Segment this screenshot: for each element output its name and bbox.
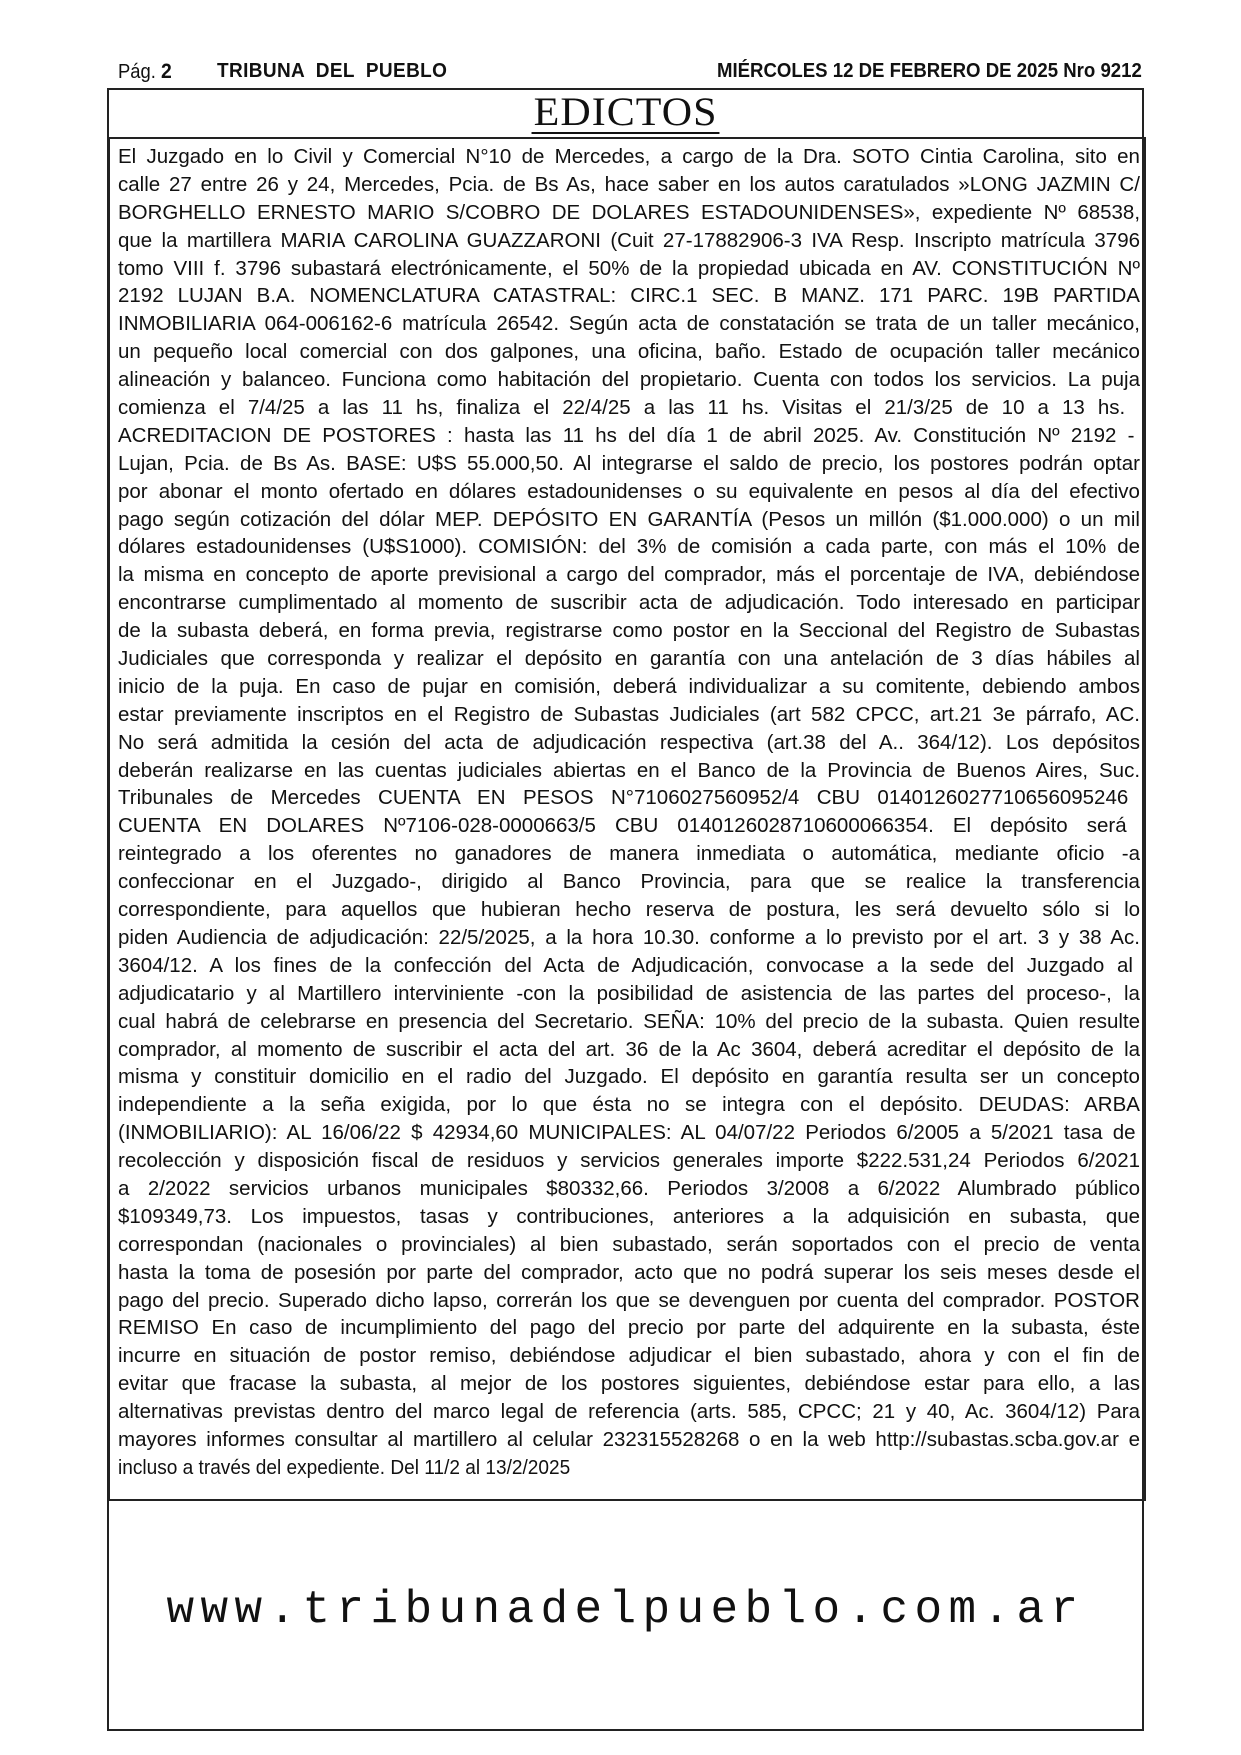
- website-url: www.tribunadelpueblo.com.ar: [166, 1584, 1085, 1636]
- edict-line: [118, 171, 1140, 199]
- edict-line-text: No será admitida la cesión del acta de adjudicación respectiva (art.38 del A.. 364/12). Los depósitos: [118, 730, 1140, 754]
- edict-line: [118, 450, 1140, 478]
- section-title: [109, 90, 1142, 134]
- edict-line: [118, 227, 1140, 255]
- edict-line: [118, 840, 1140, 868]
- edict-line-text: Lujan, Pcia. de Bs As. BASE: U$S 55.000,50. Al integrarse el saldo de precio, los postores podrán optar: [118, 451, 1140, 475]
- edict-line: [118, 757, 1140, 785]
- edict-line-text: 2192 LUJAN B.A. NOMENCLATURA CATASTRAL: CIRC.1 SEC. B MANZ. 171 PARC. 19B PARTIDA: [118, 284, 1140, 308]
- edict-line-text: ACREDITACION DE POSTORES : hasta las 11 hs del día 1 de abril 2025. Av. Constitución Nº 2192 -: [118, 423, 1135, 447]
- edict-line: [118, 896, 1140, 924]
- edict-line: [118, 1426, 1140, 1454]
- edict-line: [118, 506, 1140, 534]
- edict-line: [118, 868, 1140, 896]
- edict-line: [118, 561, 1140, 589]
- edict-line: [118, 1175, 1140, 1203]
- page-number: 2: [160, 60, 172, 83]
- edict-box: [107, 137, 1146, 1501]
- edict-line: [118, 1008, 1140, 1036]
- edict-line-text: Tribunales de Mercedes CUENTA EN PESOS N°7106027560952/4 CBU 0140126027710656095246: [118, 786, 1129, 810]
- edict-line-text: un pequeño local comercial con dos galpones, una oficina, baño. Estado de ocupación taller mecánico: [118, 340, 1140, 364]
- edict-line-text: hasta la toma de posesión por parte del comprador, acto que no podrá superar los seis meses desde el: [118, 1260, 1140, 1284]
- edict-line-text: incluso a través del expediente. Del 11/2 al 13/2/2025: [118, 1455, 571, 1479]
- edict-line-text: Judiciales que corresponda y realizar el depósito en garantía con una antelación de 3 días hábiles al: [118, 647, 1140, 671]
- edict-line: [118, 1454, 1140, 1482]
- edict-line-text: comienza el 7/4/25 a las 11 hs, finaliza el 22/4/25 a las 11 hs. Visitas el 21/3/25 de 10 a 13 hs.: [118, 396, 1126, 420]
- edict-line-text: a 2/2022 servicios urbanos municipales $80332,66. Periodos 3/2008 a 6/2022 Alumbrado público: [118, 1176, 1140, 1200]
- edict-line: [118, 645, 1140, 673]
- edict-line: [118, 952, 1140, 980]
- edict-line-text: incurre en situación de postor remiso, debiéndose adjudicar el bien subastado, ahora y con el fin de: [118, 1344, 1140, 1368]
- edict-line: [118, 812, 1140, 840]
- edict-line-text: que la martillera MARIA CAROLINA GUAZZARONI (Cuit 27-17882906-3 IVA Resp. Inscripto matrícula 3796: [118, 228, 1140, 252]
- page-number-label: [118, 60, 172, 84]
- edict-line-text: correspondiente, para aquellos que hubieran hecho reserva de postura, les será devuelto sólo si lo: [118, 898, 1140, 922]
- edict-line: [118, 394, 1140, 422]
- edict-line: [118, 478, 1140, 506]
- edict-line-text: CUENTA EN DOLARES Nº7106-028-0000663/5 CBU 0140126028710600066354. El depósito será: [118, 814, 1127, 838]
- edict-line-text: piden Audiencia de adjudicación: 22/5/2025, a la hora 10.30. conforme a lo previsto por el art. 3 y 38 Ac.: [118, 925, 1140, 949]
- edict-line-text: pago según cotización del dólar MEP. DEPÓSITO EN GARANTÍA (Pesos un millón ($1.000.000) o un mil: [118, 507, 1140, 531]
- edict-line: [118, 1314, 1140, 1342]
- edict-line-text: la misma en concepto de aporte previsional a cargo del comprador, más el porcentaje de IVA, debiéndose: [118, 563, 1140, 587]
- edict-line: [118, 533, 1140, 561]
- section-header: [109, 90, 1142, 139]
- edict-line-text: tomo VIII f. 3796 subastará electrónicamente, el 50% de la propiedad ubicada en AV. CONSTITUCIÓN Nº: [118, 256, 1140, 280]
- edict-line: [118, 143, 1140, 171]
- edict-line: [118, 1036, 1140, 1064]
- edict-line: [118, 1370, 1140, 1398]
- edict-line-text: (INMOBILIARIO): AL 16/06/22 $ 42934,60 MUNICIPALES: AL 04/07/22 Periodos 6/2005 a 5/2021 tasa de: [118, 1121, 1136, 1145]
- newspaper-name: TRIBUNA DEL PUEBLO: [217, 60, 448, 82]
- edict-line-text: confeccionar en el Juzgado-, dirigido al Banco Provincia, para que se realice la transferencia: [118, 870, 1140, 894]
- edict-line-text: El Juzgado en lo Civil y Comercial N°10 de Mercedes, a cargo de la Dra. SOTO Cintia Carolina, sito en: [118, 145, 1140, 168]
- edict-line: [118, 1203, 1140, 1231]
- edict-line: [118, 1259, 1140, 1287]
- edict-line: [118, 1119, 1140, 1147]
- edict-line-text: cual habrá de celebrarse en presencia del Secretario. SEÑA: 10% del precio de la subasta. Quien resulte: [118, 1009, 1140, 1033]
- page-frame: [107, 88, 1144, 1731]
- edict-line-text: comprador, al momento de suscribir el acta del art. 36 de la Ac 3604, deberá acreditar el depósito de la: [118, 1037, 1140, 1061]
- edict-line-text: reintegrado a los oferentes no ganadores de manera inmediata o automática, mediante oficio -a: [118, 842, 1140, 866]
- edict-line: [118, 784, 1140, 812]
- edict-line: [118, 1147, 1140, 1175]
- edict-body: [118, 143, 1140, 1482]
- edict-line: [118, 338, 1140, 366]
- edict-line: [118, 1231, 1140, 1259]
- edict-line-text: alternativas previstas dentro del marco legal de referencia (arts. 585, CPCC; 21 y 40, Ac. 3604/12) Para: [118, 1400, 1140, 1424]
- edict-line-text: evitar que fracase la subasta, al mejor de los postores siguientes, debiéndose estar para ello, a las: [118, 1372, 1140, 1396]
- edict-line-text: encontrarse cumplimentado al momento de suscribir acta de adjudicación. Todo interesado en participar: [118, 591, 1140, 615]
- edict-line: [118, 366, 1140, 394]
- edict-line-text: dólares estadounidenses (U$S1000). COMISIÓN: del 3% de comisión a cada parte, con más el 10% de: [118, 535, 1140, 559]
- edict-line: [118, 701, 1140, 729]
- edict-line-text: recolección y disposición fiscal de residuos y servicios generales importe $222.531,24 Periodos 6/2021: [118, 1149, 1140, 1173]
- edict-line: [118, 1287, 1140, 1315]
- edict-line-text: adjudicatario y al Martillero interviniente -con la posibilidad de asistencia de las partes del proceso-, la: [118, 981, 1140, 1005]
- edict-line: [118, 617, 1140, 645]
- section-title-text: EDICTOS: [531, 92, 719, 134]
- issue-date: MIÉRCOLES 12 DE FEBRERO DE 2025 Nro 9212: [717, 60, 1142, 82]
- edict-line-text: alineación y balanceo. Funciona como habitación del propietario. Cuenta con todos los servicios. La puja: [118, 368, 1140, 392]
- edict-line: [118, 282, 1140, 310]
- edict-line-text: estar previamente inscriptos en el Registro de Subastas Judiciales (art 582 CPCC, art.21 3e párrafo, AC.: [118, 702, 1140, 726]
- footer-box: [109, 1502, 1142, 1731]
- edict-line: [118, 310, 1140, 338]
- edict-line-text: $109349,73. Los impuestos, tasas y contribuciones, anteriores a la adquisición en subasta, que: [118, 1204, 1140, 1228]
- page-header: [118, 60, 1142, 88]
- edict-line: [118, 924, 1140, 952]
- edict-line-text: calle 27 entre 26 y 24, Mercedes, Pcia. de Bs As, hace saber en los autos caratulados »LONG JAZMIN C/: [118, 172, 1140, 196]
- edict-line: [118, 1091, 1140, 1119]
- page-label: Pág.: [118, 61, 156, 83]
- edict-line: [118, 199, 1140, 227]
- edict-line: [118, 255, 1140, 283]
- edict-line-text: de la subasta deberá, en forma previa, registrarse como postor en la Seccional del Registro de Subastas: [118, 619, 1140, 643]
- edict-line-text: por abonar el monto ofertado en dólares estadounidenses o su equivalente en pesos al día del efectivo: [118, 479, 1140, 503]
- edict-line-text: INMOBILIARIA 064-006162-6 matrícula 26542. Según acta de constatación se trata de un taller mecánico,: [118, 312, 1140, 336]
- edict-line: [118, 980, 1140, 1008]
- edict-line: [118, 422, 1140, 450]
- edict-line-text: mayores informes consultar al martillero al celular 232315528268 o en la web http://subastas.scba.gov.ar e: [118, 1427, 1140, 1451]
- edict-line-text: correspondan (nacionales o provinciales) al bien subastado, serán soportados con el precio de venta: [118, 1232, 1140, 1256]
- edict-line-text: misma y constituir domicilio en el radio del Juzgado. El depósito en garantía resulta ser un concepto: [118, 1065, 1140, 1089]
- edict-line-text: pago del precio. Superado dicho lapso, correrán los que se devenguen por cuenta del comprador. POSTOR: [118, 1288, 1140, 1312]
- edict-line: [118, 589, 1140, 617]
- edict-line-text: inicio de la puja. En caso de pujar en comisión, deberá individualizar a su comitente, debiendo ambos: [118, 674, 1140, 698]
- edict-line-text: BORGHELLO ERNESTO MARIO S/COBRO DE DOLARES ESTADOUNIDENSES», expediente Nº 68538,: [118, 200, 1140, 224]
- edict-line-text: independiente a la seña exigida, por lo que ésta no se integra con el depósito. DEUDAS: ARBA: [118, 1093, 1140, 1117]
- edict-line-text: 3604/12. A los fines de la confección del Acta de Adjudicación, convocase a la sede del Juzgado al: [118, 953, 1133, 977]
- edict-line-text: deberán realizarse en las cuentas judiciales abiertas en el Banco de la Provincia de Buenos Aires, Suc.: [118, 758, 1140, 782]
- edict-line: [118, 1342, 1140, 1370]
- edict-line: [118, 1063, 1140, 1091]
- edict-line-text: REMISO En caso de incumplimiento del pago del precio por parte del adquirente en la subasta, éste: [118, 1316, 1140, 1340]
- edict-line: [118, 673, 1140, 701]
- edict-line: [118, 1398, 1140, 1426]
- edict-line: [118, 729, 1140, 757]
